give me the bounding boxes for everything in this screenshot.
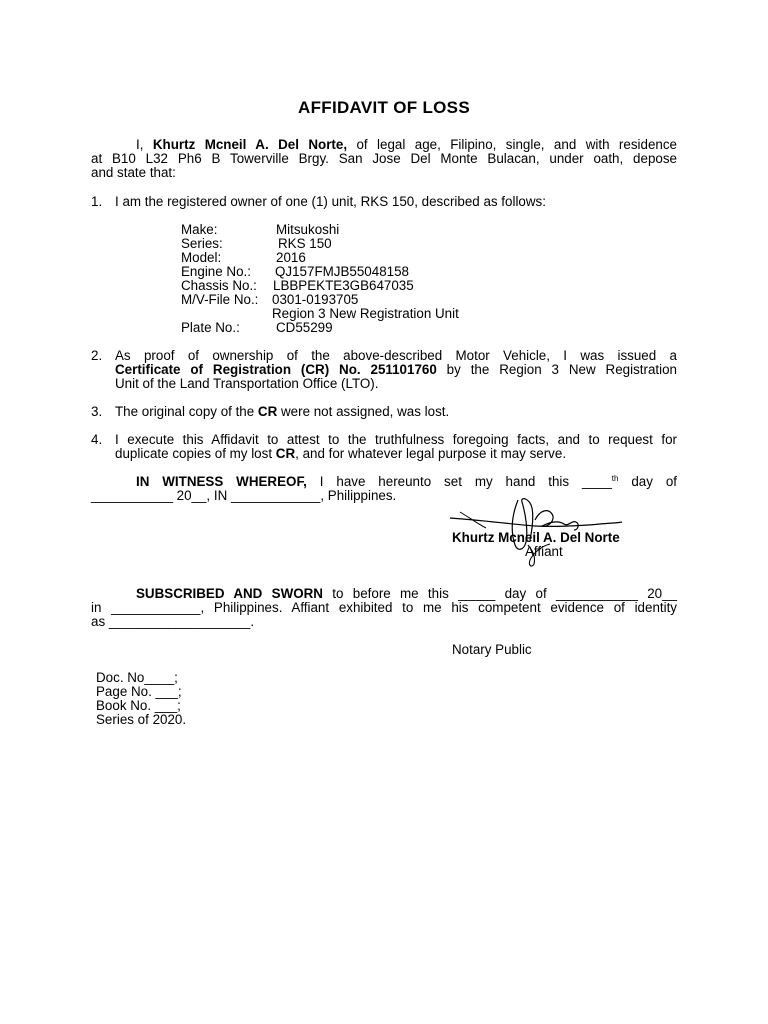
item-2-line-2 bbox=[115, 363, 677, 377]
item-2-text bbox=[115, 349, 677, 391]
item-2-line-2-rest: by the Region 3 New Registration bbox=[436, 362, 677, 377]
sworn-bold: SUBSCRIBED AND SWORN bbox=[136, 586, 323, 601]
sworn-line-1 bbox=[91, 587, 677, 601]
item-2-line-1: As proof of ownership of the above-described Motor Vehicle, I was issued a bbox=[115, 348, 677, 363]
witness-line-1 bbox=[91, 475, 677, 489]
page-no: Page No. ___; bbox=[96, 684, 182, 699]
item-1-text: I am the registered owner of one (1) unit, RKS 150, described as follows: bbox=[115, 194, 546, 209]
item-3-text bbox=[115, 405, 677, 419]
item-2-line-3: Unit of the Land Transportation Office (LTO). bbox=[115, 376, 379, 391]
model-value: 2016 bbox=[276, 250, 306, 265]
item-4-line-2 bbox=[115, 447, 677, 461]
cr-number: Certificate of Registration (CR) No. 251101760 bbox=[115, 362, 437, 377]
item-2-number: 2. bbox=[91, 348, 103, 363]
witness-line-2: ___________ 20__, IN ____________, Philippines. bbox=[91, 488, 397, 503]
registration-unit: Region 3 New Registration Unit bbox=[272, 306, 459, 321]
item-4-line-2-before: duplicate copies of my lost bbox=[115, 446, 276, 461]
signatory-name: Khurtz Mcneil A. Del Norte bbox=[452, 530, 620, 545]
intro-prefix: I, bbox=[136, 137, 153, 152]
sworn-paragraph bbox=[91, 587, 677, 629]
item-1-number: 1. bbox=[91, 194, 103, 209]
item-4-line-1: I execute this Affidavit to attest to the truthfulness foregoing facts, and to request for bbox=[115, 432, 677, 447]
item-4-line-2-after: , and for whatever legal purpose it may serve. bbox=[295, 446, 567, 461]
book-no: Book No. ___; bbox=[96, 698, 181, 713]
item-4-text bbox=[115, 433, 677, 461]
intro-line-1-rest: of legal age, Filipino, single, and with residence bbox=[347, 137, 677, 152]
intro-line-2: at B10 L32 Ph6 B Towerville Brgy. San Jose Del Monte Bulacan, under oath, depose bbox=[91, 151, 677, 166]
sworn-line-3: as ___________________. bbox=[91, 614, 255, 629]
affiant-name: Khurtz Mcneil A. Del Norte, bbox=[152, 137, 348, 152]
engine-value: QJ157FMJB55048158 bbox=[275, 264, 409, 279]
witness-sup: th bbox=[611, 474, 619, 483]
mv-file-value: 0301-0193705 bbox=[272, 292, 359, 307]
item-3-number: 3. bbox=[91, 404, 103, 419]
sworn-line-2: in ____________, Philippines. Affiant exhibited to me his competent evidence of identity bbox=[91, 600, 677, 615]
make-value: Mitsukoshi bbox=[276, 222, 340, 237]
document-title: AFFIDAVIT OF LOSS bbox=[298, 98, 470, 117]
notary-public: Notary Public bbox=[452, 642, 532, 657]
series-value: RKS 150 bbox=[278, 236, 332, 251]
series-label: Series: bbox=[181, 236, 223, 251]
intro-line-3: and state that: bbox=[91, 165, 176, 180]
doc-no: Doc. No____; bbox=[96, 670, 178, 685]
plate-value: CD55299 bbox=[276, 320, 333, 335]
mv-file-label: M/V-File No.: bbox=[181, 292, 259, 307]
witness-bold: IN WITNESS WHEREOF, bbox=[136, 474, 307, 489]
intro-line-1 bbox=[91, 138, 677, 152]
witness-line-1-end: day of bbox=[618, 474, 678, 489]
series-of: Series of 2020. bbox=[96, 712, 187, 727]
item-4-number: 4. bbox=[91, 432, 103, 447]
engine-label: Engine No.: bbox=[181, 264, 251, 279]
item-3-before: The original copy of the bbox=[115, 404, 258, 419]
item-3-cr: CR bbox=[257, 404, 278, 419]
sworn-line-1-rest: to before me this _____ day of ___________ 20__ bbox=[322, 586, 677, 601]
plate-label: Plate No.: bbox=[181, 320, 240, 335]
make-label: Make: bbox=[181, 222, 218, 237]
chassis-label: Chassis No.: bbox=[181, 278, 257, 293]
witness-line-1-rest: I have hereunto set my hand this ____ bbox=[306, 474, 612, 489]
chassis-value: LBBPEKTE3GB647035 bbox=[273, 278, 414, 293]
model-label: Model: bbox=[181, 250, 222, 265]
item-4-cr: CR bbox=[275, 446, 296, 461]
signatory-role: Affiant bbox=[525, 544, 563, 559]
intro-paragraph bbox=[91, 138, 677, 180]
item-3-after: were not assigned, was lost. bbox=[277, 404, 450, 419]
